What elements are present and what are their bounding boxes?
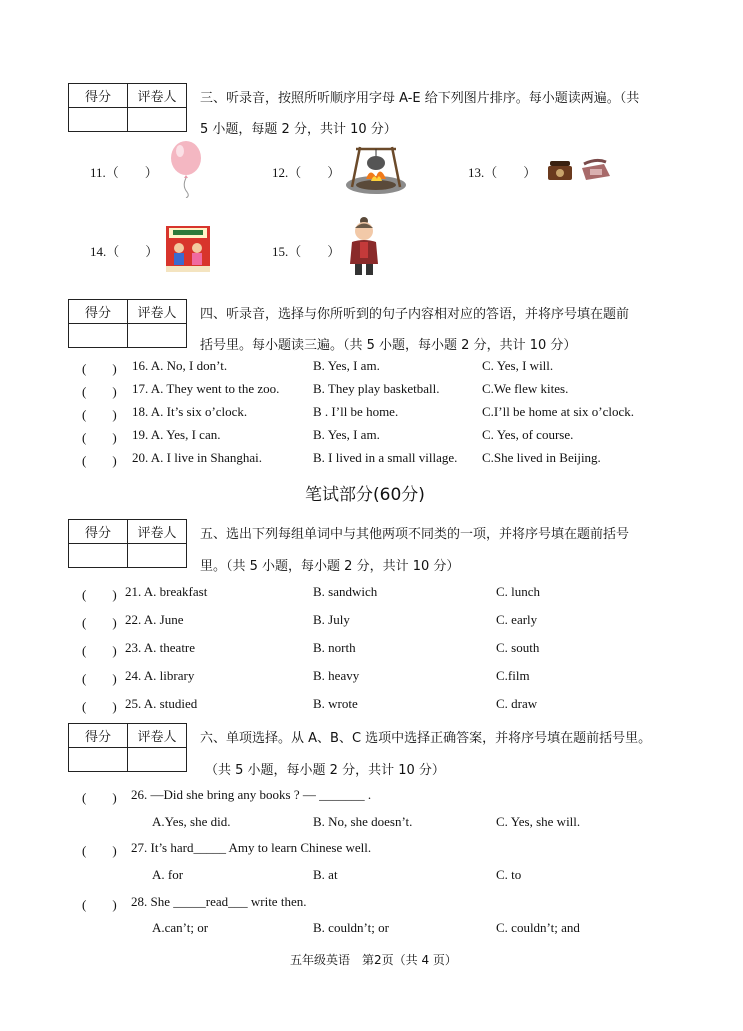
item-11[interactable]: 11.（ ） — [90, 165, 158, 180]
option-a: 25. A. studied — [125, 696, 198, 711]
option-c: C.She lived in Beijing. — [482, 450, 601, 465]
option-b: B. I lived in a small village. — [313, 450, 458, 465]
option-c: C. south — [496, 640, 540, 655]
option-c: C. couldn’t; and — [496, 920, 580, 935]
score-label: 得分 — [69, 84, 128, 108]
option-b: B. Yes, I am. — [313, 358, 380, 373]
item-12[interactable]: 12.（ ） — [272, 165, 341, 180]
item-13[interactable]: 13.（ ） — [468, 165, 537, 180]
answer-bracket[interactable]: ( ) — [82, 699, 117, 714]
telephones-icon — [546, 158, 612, 184]
answer-bracket[interactable]: ( ) — [82, 843, 117, 858]
answer-bracket[interactable]: ( ) — [82, 384, 117, 399]
item-14[interactable]: 14.（ ） — [90, 244, 159, 259]
answer-bracket[interactable]: ( ) — [82, 643, 117, 658]
option-a: 20. A. I live in Shanghai. — [132, 450, 262, 465]
option-b: B. They play basketball. — [313, 381, 440, 396]
score-label: 得分 — [69, 520, 128, 544]
grader-cell[interactable] — [128, 324, 187, 348]
page-footer: 五年级英语 第2页（共 4 页） — [290, 953, 457, 967]
grader-cell[interactable] — [128, 108, 187, 132]
option-a: 18. A. It’s six o’clock. — [132, 404, 248, 419]
option-b: B . I’ll be home. — [313, 404, 399, 419]
question-stem: 26. —Did she bring any books ? — _______ . — [131, 787, 372, 802]
option-b: B. wrote — [313, 696, 358, 711]
answer-bracket[interactable]: ( ) — [82, 615, 117, 630]
section6-title-line1: 六、单项选择。从 A、B、C 选项中选择正确答案，并将序号填在题前括号里。 — [200, 731, 652, 746]
option-a: 19. A. Yes, I can. — [132, 427, 221, 442]
score-box-3 — [68, 83, 187, 132]
option-a: A.Yes, she did. — [152, 814, 231, 829]
grandmother-icon — [346, 216, 382, 278]
option-a: 16. A. No, I don’t. — [132, 358, 228, 373]
option-b: B. couldn’t; or — [313, 920, 389, 935]
option-b: B. No, she doesn’t. — [313, 814, 413, 829]
answer-bracket[interactable]: ( ) — [82, 897, 117, 912]
answer-bracket[interactable]: ( ) — [82, 430, 117, 445]
option-a: 21. A. breakfast — [125, 584, 208, 599]
section3-title-line1: 三、听录音，按照所听顺序用字母 A-E 给下列图片排序。每小题读两遍。（共 — [200, 91, 640, 106]
score-cell[interactable] — [69, 544, 128, 568]
books-icon — [163, 222, 213, 276]
option-c: C. Yes, I will. — [482, 358, 554, 373]
question-stem: 28. She _____read___ write then. — [131, 894, 307, 909]
option-c: C. Yes, she will. — [496, 814, 581, 829]
score-box-5 — [68, 519, 187, 568]
option-b: B. Yes, I am. — [313, 427, 380, 442]
section3-title-line2: 5 小题，每题 2 分，共计 10 分） — [200, 122, 397, 137]
option-c: C. lunch — [496, 584, 541, 599]
written-section-heading: 笔试部分(60分) — [305, 485, 425, 505]
grader-label: 评卷人 — [128, 300, 187, 324]
score-box-6 — [68, 723, 187, 772]
option-b: B. July — [313, 612, 350, 627]
section4-title-line1: 四、听录音，选择与你所听到的句子内容相对应的答语，并将序号填在题前 — [200, 307, 630, 322]
score-cell[interactable] — [69, 324, 128, 348]
question-stem: 27. It’s hard_____ Amy to learn Chinese well. — [131, 840, 372, 855]
score-label: 得分 — [69, 300, 128, 324]
section5-title-line2: 里。（共 5 小题，每小题 2 分，共计 10 分） — [200, 559, 460, 574]
answer-bracket[interactable]: ( ) — [82, 407, 117, 422]
option-c: C. draw — [496, 696, 538, 711]
option-b: B. sandwich — [313, 584, 378, 599]
grader-label: 评卷人 — [128, 84, 187, 108]
section6-title-line2: （共 5 小题，每小题 2 分，共计 10 分） — [205, 763, 445, 778]
grader-cell[interactable] — [128, 748, 187, 772]
option-c: C. Yes, of course. — [482, 427, 574, 442]
option-c: C.We flew kites. — [482, 381, 569, 396]
option-a: A.can’t; or — [152, 920, 209, 935]
grader-cell[interactable] — [128, 544, 187, 568]
section4-title-line2: 括号里。每小题读三遍。（共 5 小题，每小题 2 分，共计 10 分） — [200, 338, 577, 353]
option-a: 22. A. June — [125, 612, 184, 627]
balloon-icon — [168, 140, 204, 198]
section5-title-line1: 五、选出下列每组单词中与其他两项不同类的一项，并将序号填在题前括号 — [200, 527, 630, 542]
campfire-kettle-icon — [344, 143, 408, 195]
score-box-4 — [68, 299, 187, 348]
option-a: 23. A. theatre — [125, 640, 196, 655]
option-c: C.film — [496, 668, 530, 683]
answer-bracket[interactable]: ( ) — [82, 587, 117, 602]
grader-label: 评卷人 — [128, 520, 187, 544]
answer-bracket[interactable]: ( ) — [82, 361, 117, 376]
option-a: 17. A. They went to the zoo. — [132, 381, 280, 396]
grader-label: 评卷人 — [128, 724, 187, 748]
score-label: 得分 — [69, 724, 128, 748]
option-a: 24. A. library — [125, 668, 195, 683]
answer-bracket[interactable]: ( ) — [82, 671, 117, 686]
score-cell[interactable] — [69, 108, 128, 132]
option-c: C.I’ll be home at six o’clock. — [482, 404, 634, 419]
item-15[interactable]: 15.（ ） — [272, 244, 341, 259]
answer-bracket[interactable]: ( ) — [82, 790, 117, 805]
answer-bracket[interactable]: ( ) — [82, 453, 117, 468]
option-a: A. for — [152, 867, 184, 882]
option-b: B. at — [313, 867, 338, 882]
option-c: C. early — [496, 612, 538, 627]
score-cell[interactable] — [69, 748, 128, 772]
option-b: B. heavy — [313, 668, 360, 683]
option-c: C. to — [496, 867, 522, 882]
option-b: B. north — [313, 640, 356, 655]
